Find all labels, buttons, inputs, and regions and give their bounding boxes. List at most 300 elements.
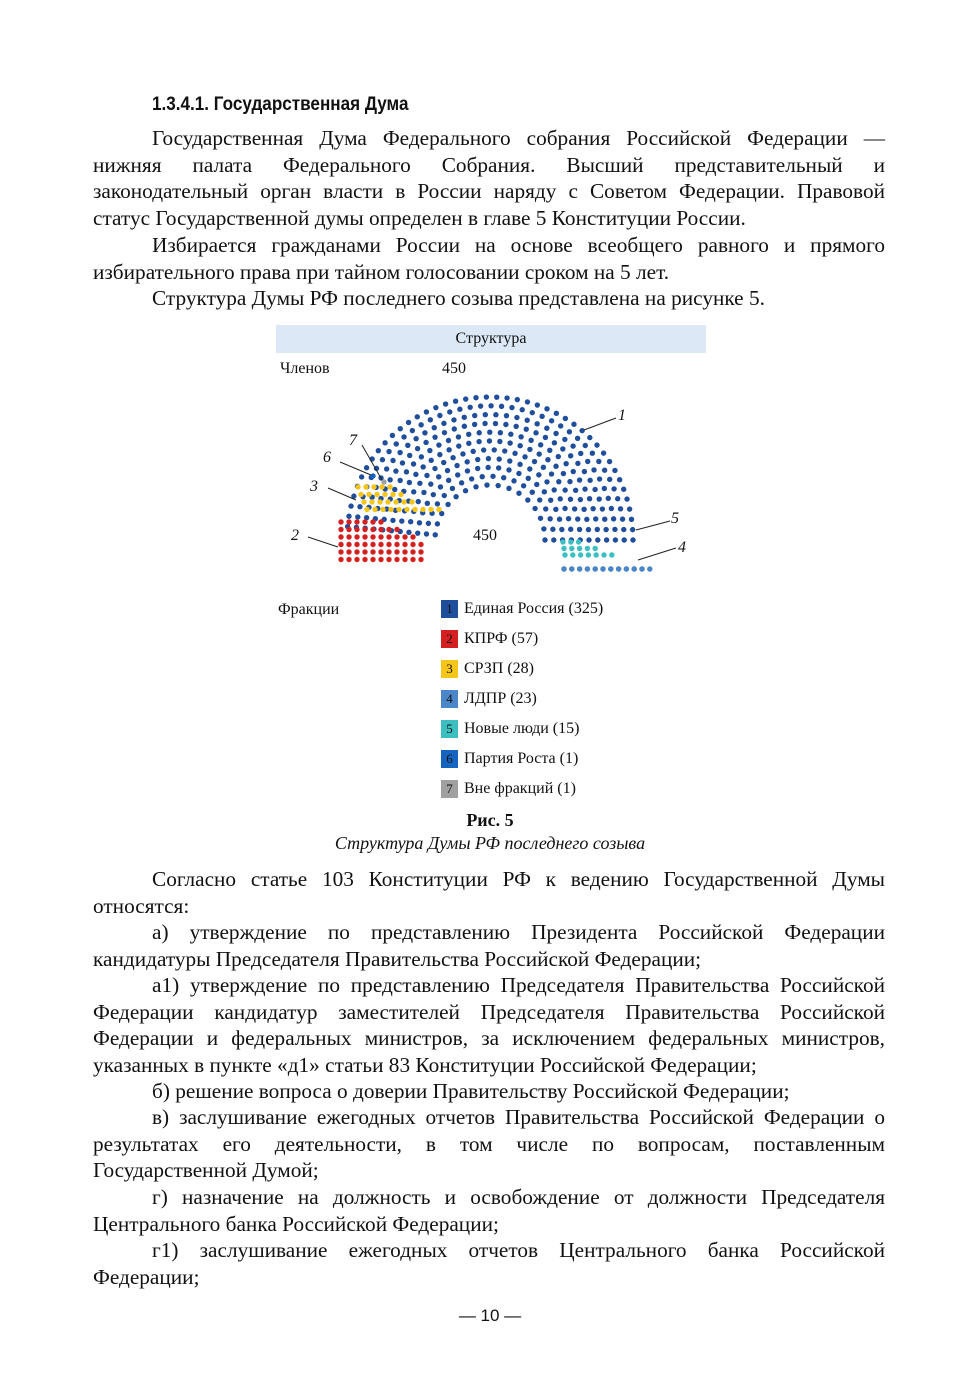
seat-ur xyxy=(348,503,353,508)
seat-ur xyxy=(487,438,492,443)
seat-nl xyxy=(576,539,581,544)
factions-label: Фракции xyxy=(278,601,340,618)
seat-ur xyxy=(612,527,617,532)
seat-ur xyxy=(443,401,448,406)
seat-ur xyxy=(451,417,456,422)
seat-ur xyxy=(398,426,403,431)
seat-ur xyxy=(516,491,521,496)
seat-ur xyxy=(436,442,441,447)
seat-kprf xyxy=(394,549,399,554)
seat-ur xyxy=(493,412,498,417)
seat-ur xyxy=(575,516,580,521)
seat-kprf xyxy=(386,549,391,554)
body-paragraph-4: б) решение вопроса о доверии Правительству Российской Федерации; xyxy=(152,1079,790,1103)
seat-ur xyxy=(535,402,540,407)
seat-kprf xyxy=(338,534,343,539)
legend-swatch: 5 xyxy=(441,720,458,738)
seat-ur xyxy=(595,537,600,542)
seat-ur xyxy=(585,459,590,464)
seat-ur xyxy=(571,422,576,427)
seat-ldpr xyxy=(624,566,629,571)
seat-ur xyxy=(467,405,472,410)
seat-srzp xyxy=(398,492,403,497)
seat-srzp xyxy=(363,484,368,489)
seat-ur xyxy=(630,527,635,532)
seat-ur xyxy=(553,464,558,469)
chart-label-3: 3 xyxy=(310,478,318,495)
seat-ur xyxy=(537,497,542,502)
seat-ur xyxy=(611,516,616,521)
seat-ur xyxy=(575,461,580,466)
seat-srzp xyxy=(364,507,369,512)
seat-ur xyxy=(446,447,451,452)
seat-ur xyxy=(520,407,525,412)
seat-ur xyxy=(417,481,422,486)
seat-srzp xyxy=(380,507,385,512)
seat-kprf xyxy=(386,542,391,547)
seat-ur xyxy=(590,506,595,511)
seat-kprf xyxy=(362,549,367,554)
seat-ur xyxy=(624,496,629,501)
seat-ur xyxy=(400,460,405,465)
seat-kprf xyxy=(362,542,367,547)
seat-ur xyxy=(392,487,397,492)
seat-ur xyxy=(607,459,612,464)
seat-ur xyxy=(473,484,478,489)
seat-ur xyxy=(566,516,571,521)
seat-ur xyxy=(602,517,607,522)
leader-line xyxy=(638,548,676,560)
seat-ur xyxy=(411,489,416,494)
seat-kprf xyxy=(346,527,351,532)
legend-item xyxy=(441,779,576,799)
seat-ur xyxy=(539,414,544,419)
seat-ur xyxy=(541,526,546,531)
seat-ur xyxy=(387,477,392,482)
seat-kprf xyxy=(338,557,343,562)
seat-kprf xyxy=(362,557,367,562)
seat-ur xyxy=(415,414,420,419)
seat-ur xyxy=(612,468,617,473)
seat-ur xyxy=(552,440,557,445)
seat-ur xyxy=(404,469,409,474)
seat-ur xyxy=(544,479,549,484)
seat-ur xyxy=(503,422,508,427)
seat-kprf xyxy=(346,557,351,562)
seat-srzp xyxy=(401,499,406,504)
seat-ur xyxy=(541,465,546,470)
seat-ur xyxy=(504,413,509,418)
seat-ur xyxy=(629,517,634,522)
seat-ur xyxy=(435,521,440,526)
seat-ur xyxy=(415,446,420,451)
seat-kprf xyxy=(402,542,407,547)
seat-kprf xyxy=(378,557,383,562)
seat-ur xyxy=(524,418,529,423)
seat-ur xyxy=(607,477,612,482)
seat-srzp xyxy=(436,507,441,512)
seat-ur xyxy=(466,432,471,437)
seat-ur xyxy=(528,438,533,443)
seat-none xyxy=(381,479,386,484)
seat-ur xyxy=(427,448,432,453)
seat-ur xyxy=(621,527,626,532)
seat-ur xyxy=(563,461,568,466)
seat-nl xyxy=(594,552,599,557)
seat-ur xyxy=(421,490,426,495)
seat-ur xyxy=(399,518,404,523)
seat-ur xyxy=(497,456,502,461)
seat-ur xyxy=(620,516,625,521)
seat-ur xyxy=(584,517,589,522)
seat-ur xyxy=(386,449,391,454)
seat-ur xyxy=(456,434,461,439)
seat-ur xyxy=(464,459,469,464)
seat-ldpr xyxy=(647,566,652,571)
seat-ur xyxy=(462,424,467,429)
legend-item xyxy=(441,599,603,619)
seat-ur xyxy=(408,519,413,524)
seat-kprf xyxy=(338,527,343,532)
chart-label-7: 7 xyxy=(349,432,357,449)
seat-ur xyxy=(416,499,421,504)
seat-ur xyxy=(553,507,558,512)
page-number: — 10 — xyxy=(458,1306,522,1325)
seat-ur xyxy=(418,422,423,427)
seat-kprf xyxy=(394,542,399,547)
seat-ur xyxy=(532,506,537,511)
seat-ur xyxy=(570,443,575,448)
seat-ur xyxy=(424,531,429,536)
seat-ur xyxy=(583,443,588,448)
seat-ur xyxy=(600,506,605,511)
seat-ur xyxy=(530,490,535,495)
seat-kprf xyxy=(386,557,391,562)
seat-kprf xyxy=(410,549,415,554)
seat-ur xyxy=(551,487,556,492)
legend-label: ЛДПР (23) xyxy=(464,690,537,707)
seat-ur xyxy=(482,421,487,426)
seat-kprf xyxy=(354,549,359,554)
members-label: Членов xyxy=(280,360,330,377)
seat-ur xyxy=(405,443,410,448)
seat-ur xyxy=(587,478,592,483)
seat-ur xyxy=(394,441,399,446)
seat-ur xyxy=(492,447,497,452)
seat-ur xyxy=(376,448,381,453)
seat-ur xyxy=(413,472,418,477)
seat-ur xyxy=(511,478,516,483)
seat-ur xyxy=(582,486,587,491)
seat-kprf xyxy=(410,557,415,562)
seat-ur xyxy=(411,461,416,466)
seat-ur xyxy=(559,527,564,532)
seat-ur xyxy=(364,465,369,470)
seat-kprf xyxy=(418,549,423,554)
seat-srzp xyxy=(358,492,363,497)
seat-ur xyxy=(506,467,511,472)
seat-ur xyxy=(595,527,600,532)
seat-ldpr xyxy=(593,566,598,571)
seat-ur xyxy=(415,530,420,535)
seat-ur xyxy=(514,415,519,420)
seat-nl xyxy=(569,546,574,551)
seat-ur xyxy=(615,496,620,501)
seat-ldpr xyxy=(585,566,590,571)
seat-ur xyxy=(548,497,553,502)
seat-nl xyxy=(570,552,575,557)
seat-ur xyxy=(512,451,517,456)
seat-ur xyxy=(547,516,552,521)
seat-ur xyxy=(508,432,513,437)
seat-ur xyxy=(590,451,595,456)
seat-kprf xyxy=(362,527,367,532)
seat-kprf xyxy=(354,557,359,562)
seat-ur xyxy=(518,434,523,439)
seat-ur xyxy=(484,482,489,487)
seat-kprf xyxy=(378,542,383,547)
seat-ur xyxy=(507,458,512,463)
seat-kprf xyxy=(402,549,407,554)
seat-ur xyxy=(538,442,543,447)
seat-ur xyxy=(475,457,480,462)
seat-ur xyxy=(471,449,476,454)
seat-ur xyxy=(609,506,614,511)
seat-ur xyxy=(480,474,485,479)
seat-ur xyxy=(494,394,499,399)
seat-srzp xyxy=(382,492,387,497)
seat-ur xyxy=(597,476,602,481)
seat-ur xyxy=(504,395,509,400)
seat-ur xyxy=(509,405,514,410)
legend-label: СРЗП (28) xyxy=(464,660,534,677)
chart-label-5: 5 xyxy=(671,510,679,527)
seat-ur xyxy=(630,537,635,542)
seat-srzp xyxy=(390,492,395,497)
seat-ur xyxy=(487,430,492,435)
body-paragraph-7: г1) заслушивание ежегодных отчетов Центрального банка Российской Федерации; xyxy=(93,1238,885,1289)
seat-ur xyxy=(463,488,468,493)
seat-ur xyxy=(498,430,503,435)
figure-header: Структура xyxy=(276,325,706,353)
seat-ldpr xyxy=(632,566,637,571)
seat-ur xyxy=(561,471,566,476)
body-paragraph-2: а) утверждение по представлению Президента Российской Федерации кандидатуры Председателя Правительства Российской Федерации; xyxy=(93,920,885,971)
seat-ur xyxy=(417,520,422,525)
seat-ur xyxy=(556,479,561,484)
seat-ur xyxy=(549,471,554,476)
seat-ur xyxy=(525,399,530,404)
intro-paragraph-1: Государственная Дума Федерального собрания Российской Федерации — нижняя палата Федерального Собрания. Высший представительный и законодательный орган власти в России наряду с Советом Федерации. Правовой статус Государственной думы определен в главе 5 Конституции России. xyxy=(93,126,885,230)
seat-ur xyxy=(502,448,507,453)
seat-nl xyxy=(562,552,567,557)
members-value: 450 xyxy=(442,360,466,377)
seat-ur xyxy=(603,527,608,532)
seat-ur xyxy=(346,514,351,519)
seat-ur xyxy=(382,440,387,445)
seat-ur xyxy=(390,458,395,463)
seat-ur xyxy=(532,459,537,464)
seat-ur xyxy=(453,494,458,499)
seat-nl xyxy=(609,552,614,557)
seat-ur xyxy=(455,472,460,477)
seat-ur xyxy=(401,434,406,439)
chart-label-2: 2 xyxy=(291,527,299,544)
seat-ur xyxy=(533,430,538,435)
seat-srzp xyxy=(355,484,360,489)
seat-kprf xyxy=(402,534,407,539)
chart-center-total: 450 xyxy=(473,527,497,544)
legend-swatch: 1 xyxy=(441,600,458,618)
seat-ur xyxy=(486,456,491,461)
seat-srzp xyxy=(388,507,393,512)
seat-ur xyxy=(472,422,477,427)
seat-ur xyxy=(568,453,573,458)
seat-kprf xyxy=(402,557,407,562)
seat-ur xyxy=(475,466,480,471)
seat-ur xyxy=(621,487,626,492)
seat-ur xyxy=(406,530,411,535)
seat-ur xyxy=(432,466,437,471)
seat-ur xyxy=(432,434,437,439)
seat-nl xyxy=(568,539,573,544)
seat-srzp xyxy=(412,507,417,512)
seat-ur xyxy=(586,537,591,542)
seat-ur xyxy=(587,496,592,501)
seat-ur xyxy=(428,417,433,422)
seat-ur xyxy=(432,425,437,430)
seat-ur xyxy=(525,497,530,502)
seat-ur xyxy=(522,454,527,459)
seat-ur xyxy=(536,472,541,477)
legend-item xyxy=(441,749,578,769)
seat-ur xyxy=(437,413,442,418)
seat-ur xyxy=(435,501,440,506)
leader-line xyxy=(328,488,356,500)
seat-kprf xyxy=(386,534,391,539)
chart-label-6: 6 xyxy=(323,449,331,466)
chart-label-4: 4 xyxy=(678,539,686,556)
seat-ur xyxy=(617,477,622,482)
seat-ur xyxy=(592,487,597,492)
seat-nl xyxy=(578,552,583,557)
seat-ur xyxy=(462,415,467,420)
seat-ur xyxy=(538,516,543,521)
seat-nl xyxy=(585,546,590,551)
seat-ur xyxy=(578,497,583,502)
seat-srzp xyxy=(366,492,371,497)
seat-ur xyxy=(424,473,429,478)
legend-label: Вне фракций (1) xyxy=(464,780,576,797)
seat-srzp xyxy=(361,499,366,504)
seat-ur xyxy=(501,475,506,480)
seat-kprf xyxy=(378,527,383,532)
seat-kprf xyxy=(370,549,375,554)
seat-ur xyxy=(357,504,362,509)
seat-ur xyxy=(526,476,531,481)
seat-ur xyxy=(450,486,455,491)
seat-ur xyxy=(390,518,395,523)
seat-ur xyxy=(579,428,584,433)
seat-srzp xyxy=(371,484,376,489)
seat-ur xyxy=(397,450,402,455)
seat-kprf xyxy=(370,527,375,532)
seat-ur xyxy=(567,429,572,434)
seat-ur xyxy=(563,416,568,421)
legend-swatch: 7 xyxy=(441,780,458,798)
seat-ur xyxy=(445,502,450,507)
seat-ur xyxy=(568,497,573,502)
seat-ur xyxy=(420,464,425,469)
seat-ur xyxy=(524,426,529,431)
body-paragraph-6: г) назначение на должность и освобождение от должности Председателя Центрального банка Российской Федерации; xyxy=(93,1185,885,1236)
seat-srzp xyxy=(396,507,401,512)
seat-ur xyxy=(452,426,457,431)
seat-ur xyxy=(499,404,504,409)
seat-srzp xyxy=(374,492,379,497)
seat-ur xyxy=(469,476,474,481)
seat-ur xyxy=(507,440,512,445)
body-paragraph-3: а1) утверждение по представлению Председателя Правительства Российской Федерации кандидатур заместителей Председателя Правительства Российской Федерации и федеральных министров, за исключением федеральных министров, указанных в пункте «д1» статьи 83 Конституции Российской Федерации; xyxy=(93,973,885,1077)
seat-kprf xyxy=(370,557,375,562)
seat-ur xyxy=(457,407,462,412)
seat-ur xyxy=(359,474,364,479)
seat-ur xyxy=(527,466,532,471)
seat-ur xyxy=(560,446,565,451)
seat-kprf xyxy=(346,542,351,547)
seat-srzp xyxy=(387,484,392,489)
seat-ur xyxy=(530,410,535,415)
seat-ur xyxy=(567,479,572,484)
legend-label: Единая Россия (325) xyxy=(464,600,604,617)
seat-ldpr xyxy=(616,566,621,571)
seat-ur xyxy=(517,443,522,448)
seat-kprf xyxy=(346,519,351,524)
seat-srzp xyxy=(393,499,398,504)
seat-ur xyxy=(453,399,458,404)
seat-nl xyxy=(561,546,566,551)
legend-item xyxy=(441,629,538,649)
seat-ur xyxy=(544,426,549,431)
seat-ur xyxy=(601,450,606,455)
seat-ldpr xyxy=(608,566,613,571)
seat-ur xyxy=(568,527,573,532)
seat-ur xyxy=(571,469,576,474)
seat-ur xyxy=(611,486,616,491)
seat-ur xyxy=(478,403,483,408)
seat-nl xyxy=(586,552,591,557)
seat-ur xyxy=(557,517,562,522)
seat-ur xyxy=(627,506,632,511)
seat-ur xyxy=(485,465,490,470)
seat-rost xyxy=(370,473,375,478)
seat-nl xyxy=(601,552,606,557)
seat-ur xyxy=(596,496,601,501)
seat-kprf xyxy=(418,557,423,562)
seat-ur xyxy=(543,435,548,440)
seat-ur xyxy=(549,418,554,423)
seat-srzp xyxy=(377,499,382,504)
body-paragraph-1: Согласно статье 103 Конституции РФ к ведению Государственной Думы относятся: xyxy=(93,867,885,918)
seat-ur xyxy=(606,496,611,501)
seat-kprf xyxy=(346,549,351,554)
legend-item xyxy=(441,689,537,709)
seat-ur xyxy=(602,468,607,473)
seat-ur xyxy=(477,430,482,435)
seat-kprf xyxy=(394,557,399,562)
figure-caption-subtitle: Структура Думы РФ последнего созыва xyxy=(334,833,646,853)
seat-ur xyxy=(544,406,549,411)
